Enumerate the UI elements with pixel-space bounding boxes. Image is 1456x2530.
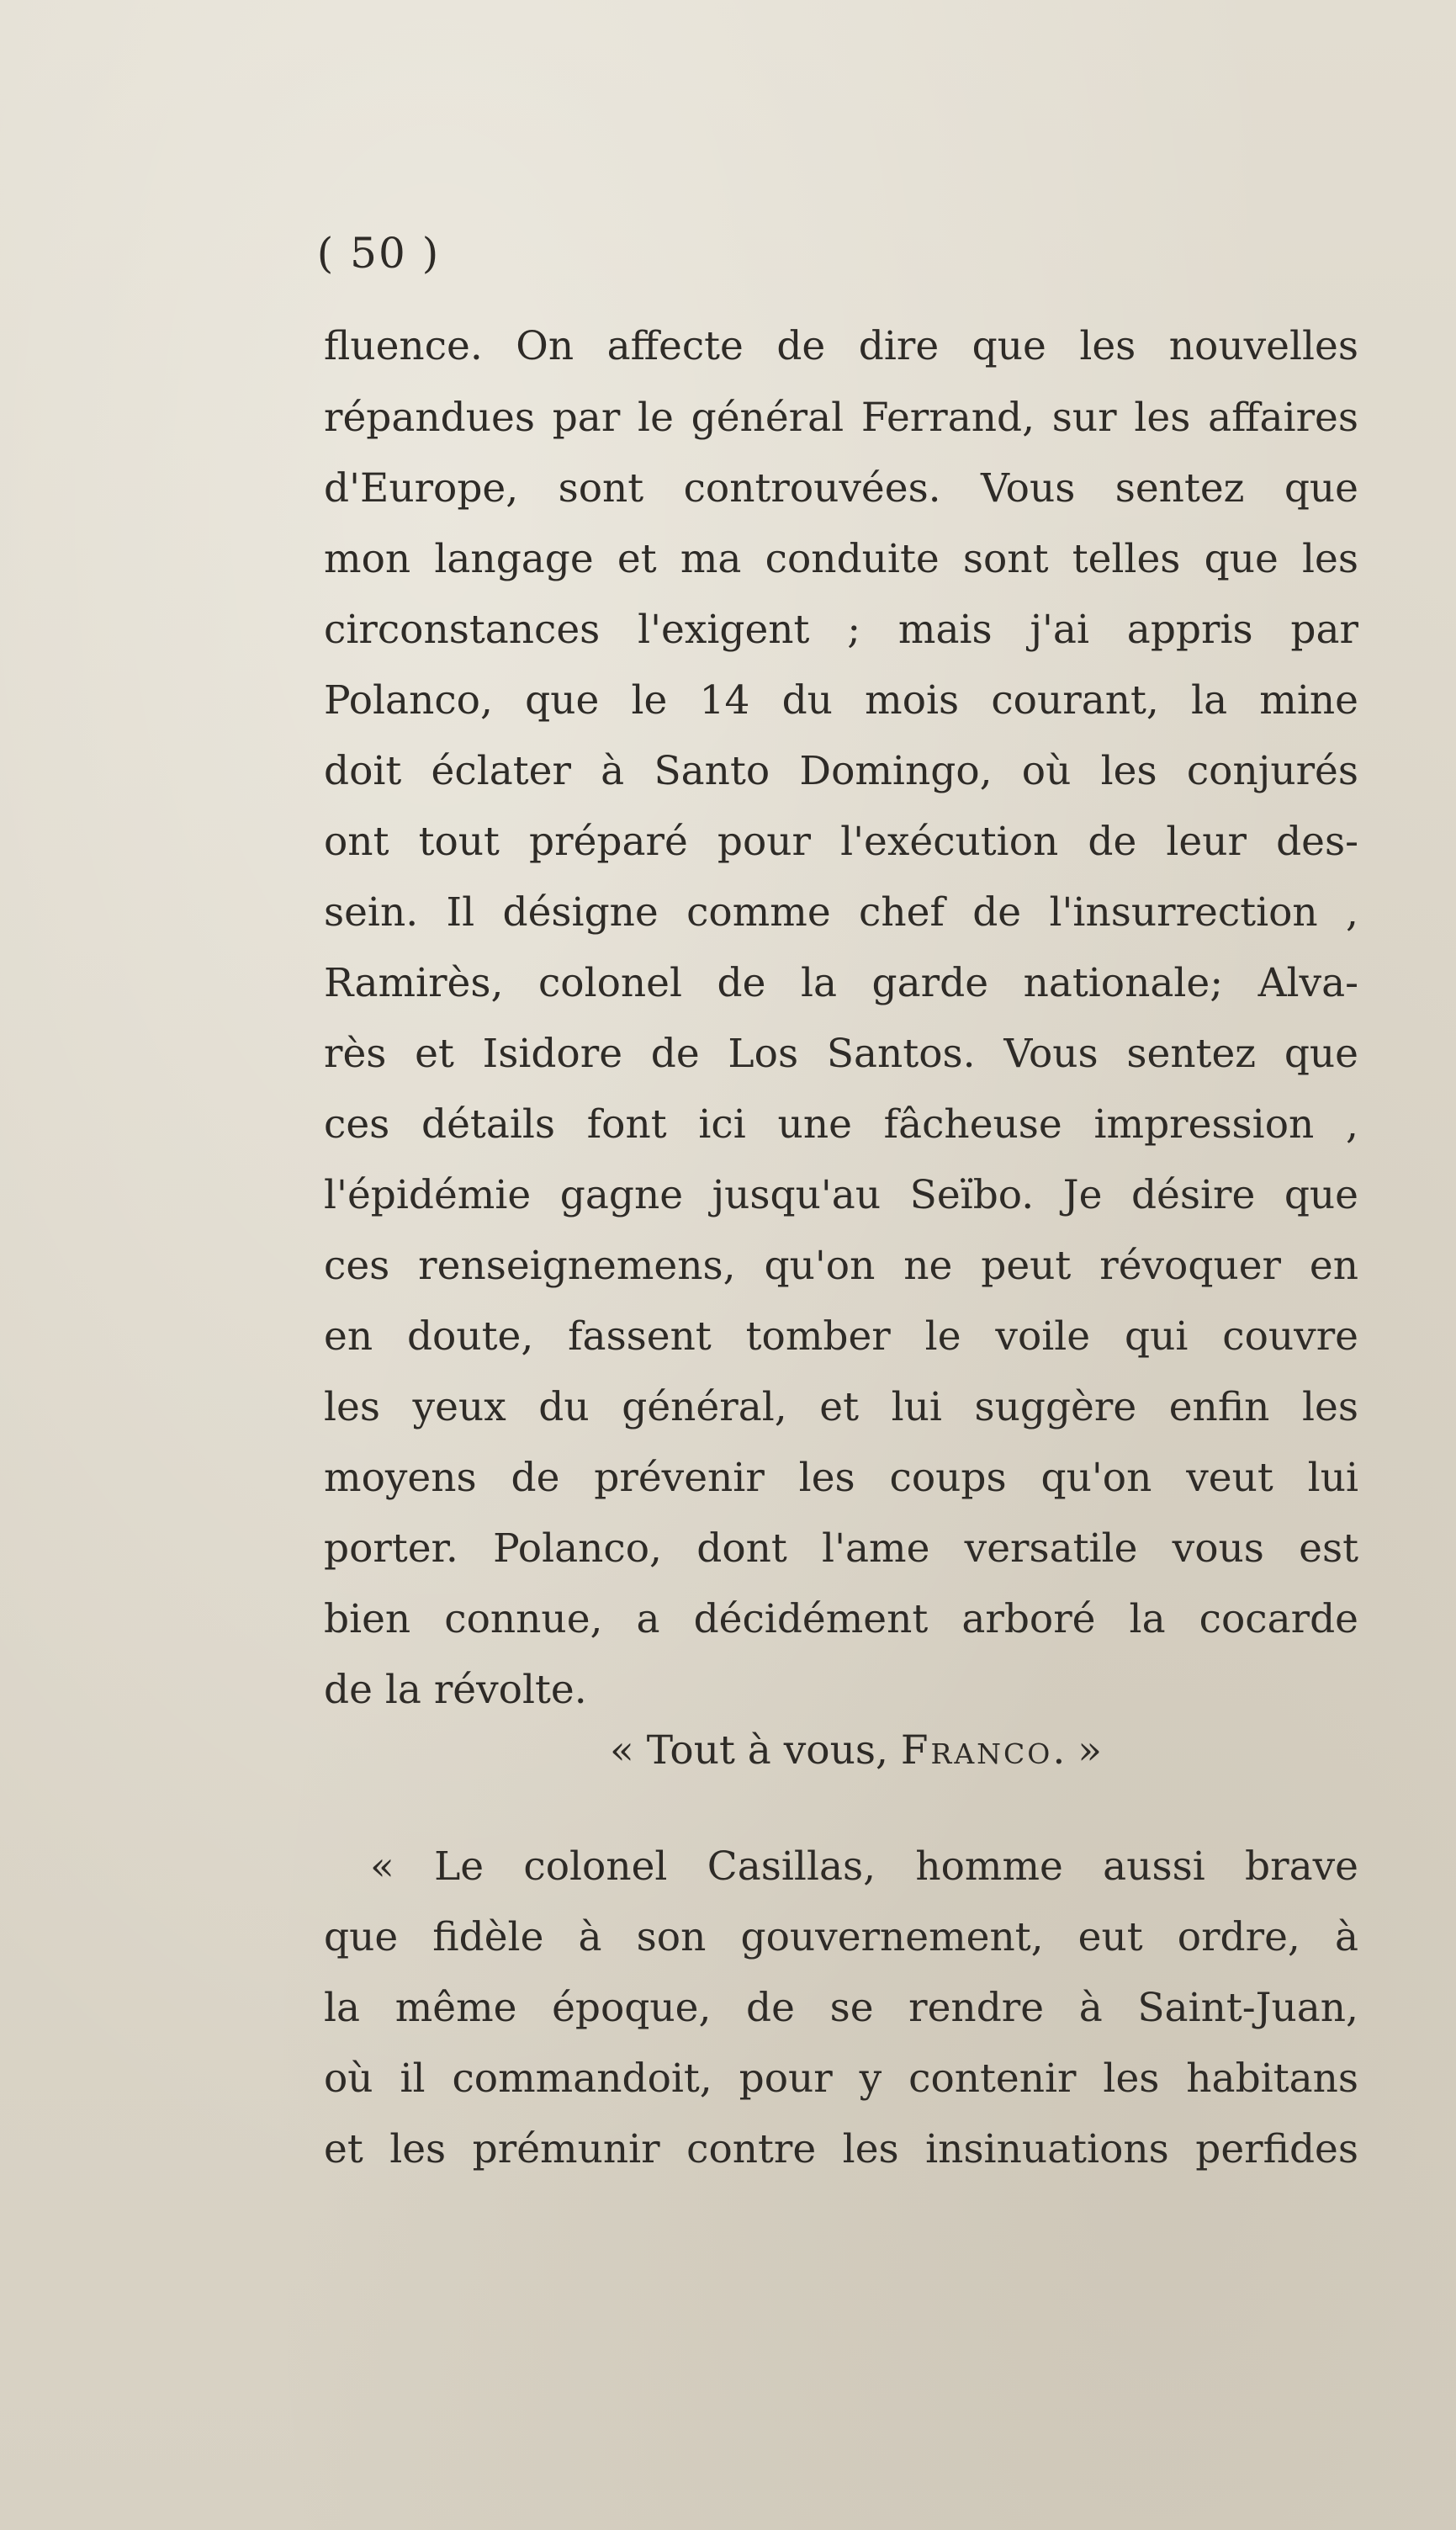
text-line: la même époque, de se rendre à Saint-Juan, (324, 1985, 1358, 2031)
text-line: ces détails font ici une fâcheuse impression , (324, 1101, 1358, 1148)
signature-suffix: . » (1052, 1727, 1102, 1774)
text-line: ont tout préparé pour l'exécution de leur des- (324, 819, 1358, 865)
text-line: fluence. On affecte de dire que les nouvelles (324, 323, 1358, 369)
text-line: de la révolte. (324, 1667, 587, 1713)
text-line: circonstances l'exigent ; mais j'ai appris par (324, 607, 1358, 653)
text-line: où il commandoit, pour y contenir les habitans (324, 2055, 1358, 2102)
text-line: les yeux du général, et lui suggère enfin les (324, 1384, 1358, 1430)
letter-signature (610, 1717, 1102, 1785)
text-line: en doute, fassent tomber le voile qui couvre (324, 1313, 1358, 1360)
text-line: rès et Isidore de Los Santos. Vous sentez que (324, 1031, 1358, 1077)
text-line: bien connue, a décidément arboré la cocarde (324, 1596, 1358, 1642)
text-line: que fidèle à son gouvernement, eut ordre, à (324, 1914, 1358, 1960)
text-line: d'Europe, sont controuvées. Vous sentez que (324, 465, 1358, 512)
text-line: Polanco, que le 14 du mois courant, la mine (324, 677, 1358, 724)
text-line: ces renseignemens, qu'on ne peut révoquer en (324, 1243, 1358, 1289)
text-line: doit éclater à Santo Domingo, où les conjurés (324, 748, 1358, 794)
text-line: l'épidémie gagne jusqu'au Seïbo. Je désire que (324, 1172, 1358, 1218)
text-line: Ramirès, colonel de la garde nationale; Alva- (324, 960, 1358, 1006)
signature-name: Franco (900, 1727, 1053, 1774)
text-line: moyens de prévenir les coups qu'on veut lui (324, 1455, 1358, 1501)
signature-prefix: « Tout à vous, (610, 1727, 901, 1774)
page-number: ( 50 ) (316, 229, 441, 278)
text-line: sein. Il désigne comme chef de l'insurrection , (324, 889, 1358, 936)
text-line: mon langage et ma conduite sont telles que les (324, 536, 1358, 582)
text-line: et les prémunir contre les insinuations perfides (324, 2126, 1358, 2172)
text-line: répandues par le général Ferrand, sur les affaires (324, 395, 1358, 441)
text-line: porter. Polanco, dont l'ame versatile vous est (324, 1525, 1358, 1572)
text-line: « Le colonel Casillas, homme aussi brave (370, 1843, 1358, 1890)
